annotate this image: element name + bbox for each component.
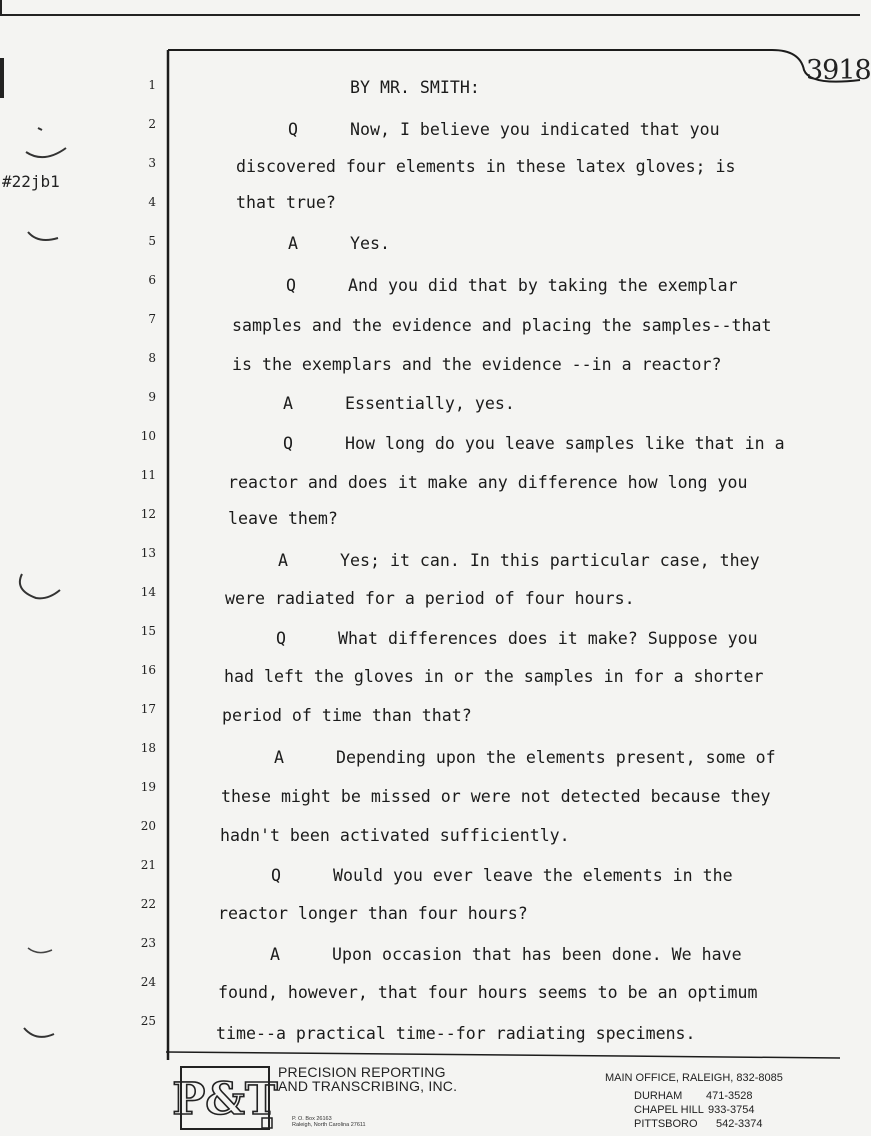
line-text: period of time than that? [222, 706, 472, 725]
line-number: 8 [148, 351, 156, 365]
pencil-mark-icon [24, 224, 64, 248]
address-line-2: Raleigh, North Carolina 27611 [292, 1122, 366, 1128]
line-number: 19 [140, 780, 156, 794]
transcript-line [218, 904, 528, 923]
line-text: reactor longer than four hours? [218, 904, 528, 923]
line-number: 24 [140, 975, 156, 989]
speaker-label: A [288, 234, 298, 253]
pencil-mark-icon [20, 118, 70, 168]
line-number: 17 [140, 702, 156, 716]
line-number: 21 [140, 858, 156, 872]
transcript-line [350, 78, 480, 97]
page-number: 3918 [806, 55, 871, 86]
speaker-label: A [274, 748, 284, 767]
line-number: 25 [140, 1014, 156, 1028]
line-number: 16 [140, 663, 156, 677]
transcript-line [288, 120, 720, 139]
binder-mark [0, 58, 4, 98]
margin-note: #22jb1 [2, 172, 60, 191]
transcript-line [274, 748, 776, 767]
line-number: 22 [140, 897, 156, 911]
speaker-label: A [278, 551, 288, 570]
line-number: 2 [148, 117, 156, 131]
transcript-line [218, 983, 757, 1002]
line-text: had left the gloves in or the samples in for a shorter [224, 667, 764, 686]
line-text: samples and the evidence and placing the samples--that [232, 316, 772, 335]
line-text: time--a practical time--for radiating specimens. [216, 1024, 696, 1043]
line-text: Upon occasion that has been done. We have [332, 945, 742, 964]
line-number: 13 [140, 546, 156, 560]
address-line-1: P. O. Box 26163 [292, 1116, 332, 1122]
office-contact-row [634, 1104, 755, 1116]
pencil-mark-icon [14, 570, 64, 606]
line-number: 10 [140, 429, 156, 443]
company-line-1: PRECISION REPORTING [278, 1064, 446, 1080]
office-city: DURHAM [634, 1090, 683, 1102]
pencil-mark-icon [26, 944, 56, 960]
speaker-label: Q [283, 434, 293, 453]
line-text: BY MR. SMITH: [350, 78, 480, 97]
transcript-line [222, 706, 472, 725]
transcript-line [224, 667, 763, 686]
transcript-line [271, 866, 733, 885]
line-text: that true? [236, 193, 336, 212]
office-phone: 471-3528 [706, 1090, 753, 1102]
speaker-label: Q [286, 276, 296, 295]
transcript-line [232, 316, 771, 335]
line-text: found, however, that four hours seems to be an optimum [218, 983, 758, 1002]
company-line-2: AND TRANSCRIBING, INC. [278, 1078, 458, 1094]
line-number: 20 [140, 819, 156, 833]
line-text: reactor and does it make any difference how long you [228, 473, 748, 492]
left-edge-tick [0, 0, 2, 16]
office-phone: 542-3374 [716, 1118, 763, 1130]
pencil-mark-icon [22, 1024, 58, 1046]
line-text: And you did that by taking the exemplar [348, 276, 738, 295]
company-name [278, 1065, 457, 1093]
line-text: Yes. [350, 234, 390, 253]
line-number: 23 [140, 936, 156, 950]
line-number: 5 [148, 234, 156, 248]
line-text: Yes; it can. In this particular case, they [340, 551, 760, 570]
transcript-line [232, 355, 722, 374]
line-text: hadn't been activated sufficiently. [220, 826, 570, 845]
office-city: CHAPEL HILL [634, 1104, 704, 1116]
transcript-line [288, 234, 390, 253]
transcript-line [236, 193, 336, 212]
office-city: PITTSBORO [634, 1118, 698, 1130]
office-contact-row [634, 1090, 753, 1102]
transcript-line [283, 434, 785, 453]
line-number: 18 [140, 741, 156, 755]
line-text: Would you ever leave the elements in the [333, 866, 733, 885]
company-address [292, 1116, 366, 1128]
transcript-line [236, 157, 736, 176]
speaker-label: A [270, 945, 280, 964]
main-office-contact: MAIN OFFICE, RALEIGH, 832-8085 [605, 1072, 783, 1084]
office-phone: 933-3754 [708, 1104, 755, 1116]
transcript-line [270, 945, 742, 964]
speaker-label: A [283, 394, 293, 413]
logo-text: P&T [172, 1074, 278, 1125]
line-text: is the exemplars and the evidence --in a reactor? [232, 355, 722, 374]
line-number: 14 [140, 585, 156, 599]
transcript-line [276, 629, 758, 648]
transcript-line [220, 826, 570, 845]
transcript-line [228, 473, 748, 492]
line-number: 6 [148, 273, 156, 287]
transcript-line [216, 1024, 696, 1043]
line-text: Depending upon the elements present, some of [336, 748, 776, 767]
top-border-line [0, 14, 860, 16]
line-number: 3 [148, 156, 156, 170]
company-logo [172, 1066, 278, 1134]
transcript-line [278, 551, 760, 570]
line-text: leave them? [228, 509, 338, 528]
office-contact-row [634, 1118, 763, 1130]
line-text: Now, I believe you indicated that you [350, 120, 720, 139]
line-text: discovered four elements in these latex gloves; is [236, 157, 736, 176]
line-number: 11 [140, 468, 156, 482]
line-text: Essentially, yes. [345, 394, 515, 413]
transcript-line [228, 509, 338, 528]
speaker-label: Q [276, 629, 286, 648]
transcript-line [286, 276, 738, 295]
speaker-label: Q [271, 866, 281, 885]
line-text: What differences does it make? Suppose you [338, 629, 758, 648]
line-number: 1 [148, 78, 156, 92]
line-text: were radiated for a period of four hours. [225, 589, 635, 608]
line-number: 15 [140, 624, 156, 638]
transcript-line [225, 589, 635, 608]
line-text: these might be missed or were not detected because they [221, 787, 771, 806]
speaker-label: Q [288, 120, 298, 139]
line-number: 7 [148, 312, 156, 326]
line-text: How long do you leave samples like that in a [345, 434, 785, 453]
line-number: 9 [148, 390, 156, 404]
line-number: 12 [140, 507, 156, 521]
transcript-line [221, 787, 770, 806]
line-number: 4 [148, 195, 156, 209]
transcript-line [283, 394, 515, 413]
